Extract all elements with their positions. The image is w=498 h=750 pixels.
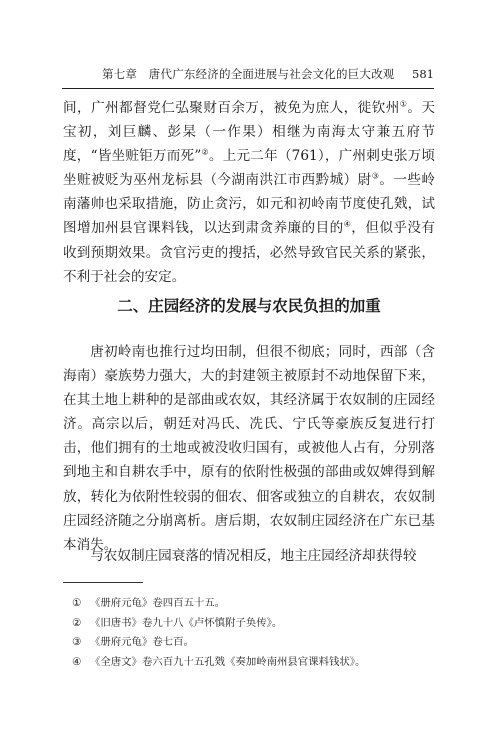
footnotes-list (72, 594, 432, 672)
paragraph-1-part-2: 。天宝初，刘巨麟、彭杲（一作果）相继为南海太守兼五府节度，“皆坐赃钜万而死” (63, 100, 436, 165)
paragraph-1-part-3: 。上元二年（761），广州刺史张万顷坐赃被贬为巫州龙标县（今湖南洪江市西黔城）尉 (63, 148, 436, 189)
paragraph-1 (63, 96, 435, 289)
paragraph-3: 与农奴制庄园衰落的情况相反，地主庄园经济却获得较 (90, 548, 417, 564)
footnote-ref-2[interactable]: ② (201, 147, 209, 157)
footnote-text: 《全唐文》卷六百九十五孔戣《奏加岭南州县官课料钱状》。 (90, 655, 366, 668)
footnote-item (72, 633, 432, 653)
paragraph-1-part-1: 间，广州都督党仁弘聚财百余万，被免为庶人，徙钦州 (63, 100, 400, 116)
footnote-mark: ④ (72, 655, 82, 668)
footnote-text: 《旧唐书》卷九十八《卢怀慎附子奂传》。 (90, 616, 283, 629)
footnote-mark: ③ (72, 636, 82, 649)
footnote-divider (63, 582, 143, 583)
footnote-mark: ② (72, 616, 82, 629)
footnote-text: 《册府元龟》卷四百五十五。 (90, 597, 226, 609)
header-divider (62, 88, 434, 89)
section-heading: 二、庄园经济的发展与农民负担的加重 (117, 297, 381, 315)
footnote-ref-1[interactable]: ① (399, 99, 408, 109)
page-number: 581 (412, 67, 434, 81)
paragraph-1-part-5: ，但似乎没有收到预期效果。贪官污吏的搜括，必然导致官民关系的紧张，不利于社会的安定。 (63, 220, 436, 285)
running-header (62, 66, 434, 82)
footnote-item (72, 653, 432, 673)
footnote-mark: ① (72, 597, 82, 609)
footnote-item (72, 594, 432, 614)
paragraph-2: 唐初岭南也推行过均田制，但很不彻底；同时，西部（含海南）豪族势力强大，大的封建领主被原封不动地保留下来，在其土地上耕种的是部曲或农奴，其经济属于农奴制的庄园经济。高宗以后，朝廷对冯氏、冼氏、宁氏等豪族反复进行打击，他们拥有的土地或被没收归国有，或被他人占有，分别落到地主和自耕农手中，原有的依附性极强的部曲或奴婢得到解放，转化为依附性较弱的佃农、佃客或独立的自耕农，农奴制庄园经济随之分崩离析。唐后期，农奴制庄园经济在广东已基本消失。 (63, 344, 435, 553)
footnote-item (72, 614, 432, 634)
chapter-title: 第七章 唐代广东经济的全面进展与社会文化的巨大改观 (102, 67, 395, 81)
paragraph-1-part-4: 。一些岭南藩帅也采取措施，防止贪污，如元和初岭南节度使孔戣，试图增加州县官课料钱，以达到肃贪养廉的目的 (63, 172, 436, 237)
footnote-ref-4[interactable]: ④ (343, 219, 352, 229)
footnote-ref-3[interactable]: ③ (371, 171, 380, 181)
footnote-text: 《册府元龟》卷七百。 (90, 636, 194, 649)
